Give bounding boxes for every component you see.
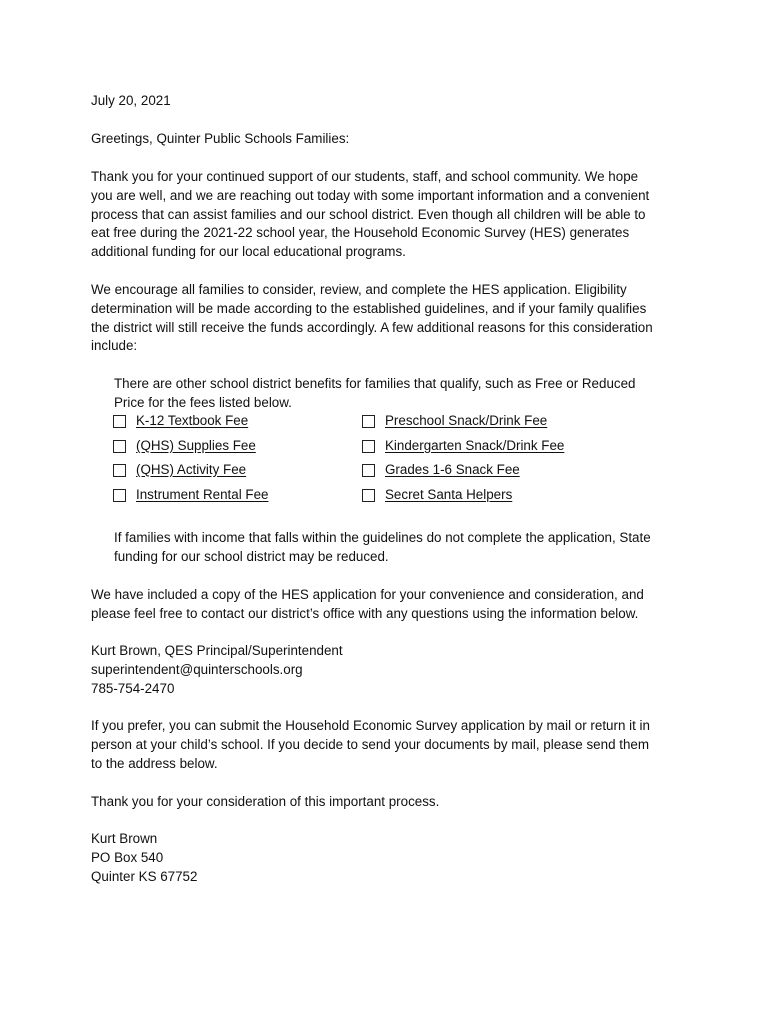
fee-label: Instrument Rental Fee xyxy=(136,486,269,502)
fee-item-qhs-supplies[interactable] xyxy=(113,436,256,456)
paragraph-encourage xyxy=(91,281,691,356)
paragraph-line: the district will still receive the funds accordingly. A few additional reasons for this consideration xyxy=(91,319,653,335)
fee-label: Grades 1-6 Snack Fee xyxy=(385,461,520,477)
fee-checkbox[interactable] xyxy=(362,464,375,477)
contact-email: superintendent@quinterschools.org xyxy=(91,661,303,677)
paragraph-line: please feel free to contact our district’s office with any questions using the information below. xyxy=(91,605,639,621)
paragraph-line: to the address below. xyxy=(91,755,218,771)
fee-checkbox[interactable] xyxy=(113,415,126,428)
fee-label: (QHS) Supplies Fee xyxy=(136,437,256,453)
mailing-address xyxy=(91,830,691,886)
paragraph-line: determination will be made according to the established guidelines, and if your family qualifies xyxy=(91,300,647,316)
paragraph-mail-option xyxy=(91,717,691,773)
letter-greeting xyxy=(91,130,691,149)
fee-label: K-12 Textbook Fee xyxy=(136,412,249,428)
fee-checkbox[interactable] xyxy=(362,489,375,502)
closing-text: Thank you for your consideration of this important process. xyxy=(91,794,440,809)
letter-date xyxy=(91,92,691,111)
fee-checkbox[interactable] xyxy=(113,464,126,477)
paragraph-line: Thank you for your continued support of our students, staff, and school community. We hope xyxy=(91,169,639,184)
paragraph-line: you are well, and we are reaching out today with some important information and a convenient xyxy=(91,187,650,203)
contact-block xyxy=(91,642,691,698)
paragraph-line: eat free during the 2021-22 school year, the Household Economic Survey (HES) generates xyxy=(91,225,630,241)
date-text: July 20, 2021 xyxy=(91,93,171,108)
paragraph-line: If you prefer, you can submit the Household Economic Survey application by mail or return it in xyxy=(91,718,650,733)
paragraph-line: Price for the fees listed below. xyxy=(114,394,292,410)
fee-label: Kindergarten Snack/Drink Fee xyxy=(385,437,565,453)
benefits-intro xyxy=(114,375,694,413)
fee-checkbox[interactable] xyxy=(113,489,126,502)
fee-label: Preschool Snack/Drink Fee xyxy=(385,412,548,428)
fee-label: (QHS) Activity Fee xyxy=(136,461,247,477)
fee-label: Secret Santa Helpers xyxy=(385,486,513,502)
closing-line xyxy=(91,793,691,812)
fee-item-kindergarten-snack[interactable] xyxy=(362,436,564,456)
address-city-state-zip: Quinter KS 67752 xyxy=(91,868,198,884)
paragraph-line: include: xyxy=(91,338,138,354)
paragraph-intro xyxy=(91,168,691,262)
paragraph-line: There are other school district benefits for families that qualify, such as Free or Reduced xyxy=(114,376,636,391)
paragraph-line: We have included a copy of the HES application for your convenience and consideration, and xyxy=(91,587,644,602)
fee-checkbox[interactable] xyxy=(113,440,126,453)
fee-item-k12-textbook[interactable] xyxy=(113,411,248,431)
paragraph-application-copy xyxy=(91,586,691,624)
contact-phone: 785-754-2470 xyxy=(91,680,175,696)
address-name: Kurt Brown xyxy=(91,831,158,846)
paragraph-line: person at your child’s school. If you decide to send your documents by mail, please send them xyxy=(91,736,650,752)
fee-item-qhs-activity[interactable] xyxy=(113,460,246,480)
paragraph-line: additional funding for our local educational programs. xyxy=(91,244,406,260)
fee-item-preschool-snack[interactable] xyxy=(362,411,547,431)
paragraph-line: If families with income that falls within the guidelines do not complete the application, State xyxy=(114,530,651,545)
fee-item-grades-snack[interactable] xyxy=(362,460,520,480)
fee-checkbox[interactable] xyxy=(362,440,375,453)
funding-note xyxy=(114,529,694,567)
greeting-text: Greetings, Quinter Public Schools Families: xyxy=(91,131,350,146)
paragraph-line: We encourage all families to consider, review, and complete the HES application. Eligibility xyxy=(91,282,627,297)
fee-item-secret-santa[interactable] xyxy=(362,485,512,505)
fee-item-instrument-rental[interactable] xyxy=(113,485,268,505)
address-po-box: PO Box 540 xyxy=(91,849,164,865)
paragraph-line: funding for our school district may be reduced. xyxy=(114,548,389,564)
contact-name: Kurt Brown, QES Principal/Superintendent xyxy=(91,643,343,658)
paragraph-line: process that can assist families and our school district. Even though all children will be able to xyxy=(91,206,646,222)
fee-checkbox[interactable] xyxy=(362,415,375,428)
